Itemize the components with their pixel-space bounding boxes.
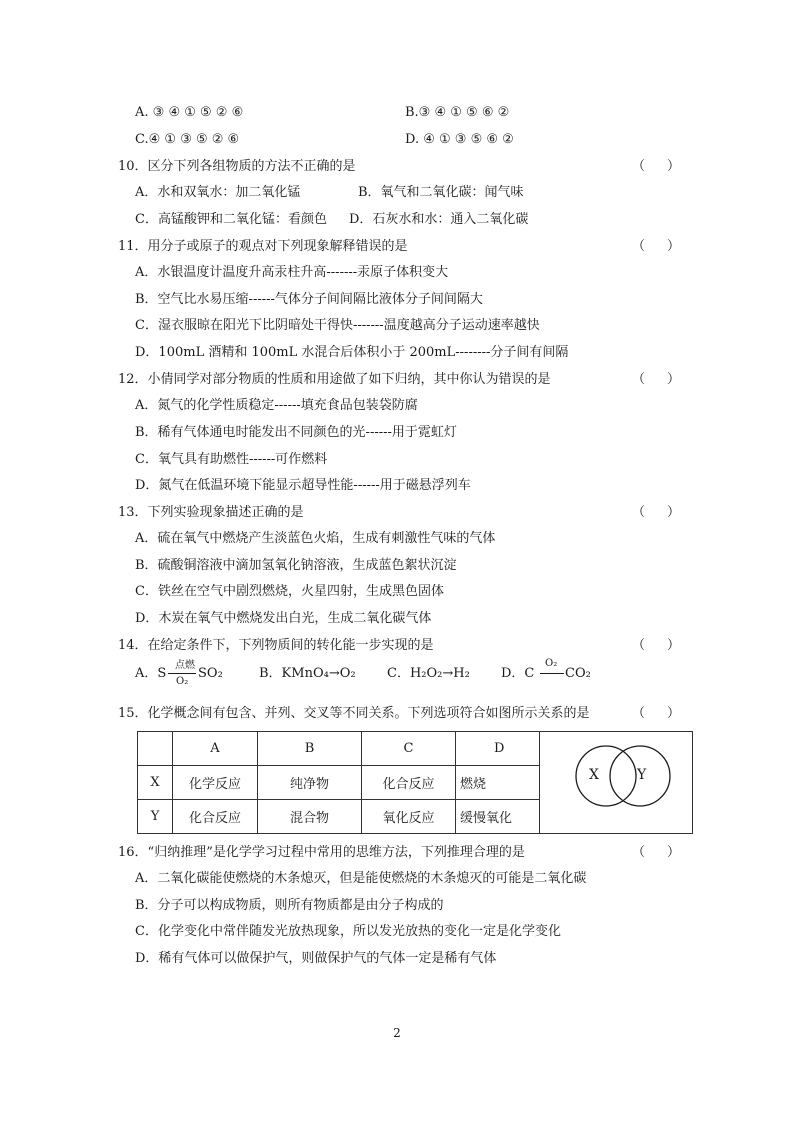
q10-stem: 10．区分下列各组物质的方法不正确的是 <box>118 159 356 174</box>
table-cell: 化学反应 <box>173 766 258 800</box>
table-cell: 化合反应 <box>362 766 456 800</box>
venn-diagram <box>571 744 675 808</box>
table-cell: Y <box>138 800 173 834</box>
q13-option-b: B．硫酸铜溶液中滴加氢氧化钠溶液，生成蓝色絮状沉淀 <box>135 558 457 573</box>
q12-stem: 12．小倩同学对部分物质的性质和用途做了如下归纳，其中你认为错误的是 <box>118 372 551 387</box>
venn-circle-x <box>576 746 636 806</box>
q9-option-a: A. ③ ④ ① ⑤ ② ⑥ <box>135 105 244 120</box>
q9-option-d: D. ④ ① ③ ⑤ ⑥ ② <box>405 132 514 147</box>
q11-option-a: A．水银温度计温度升高汞柱升高-------汞原子体积变大 <box>135 265 449 280</box>
q12-option-b: B．稀有气体通电时能发出不同颜色的光------用于霓虹灯 <box>135 425 457 440</box>
q12-option-c: C．氧气具有助燃性------可作燃料 <box>135 452 328 467</box>
table-header-cell: A <box>173 732 258 766</box>
table-header-cell: B <box>258 732 362 766</box>
q10-option-a: A．水和双氧水：加二氧化锰 <box>135 185 301 200</box>
q14-option-d-reactant: D．C <box>501 666 535 681</box>
q10-answer-paren: （ ） <box>632 159 681 174</box>
q10-option-b: B．氧气和二氧化碳：闻气味 <box>358 185 524 200</box>
q16-option-a: A．二氧化碳能使燃烧的木条熄灭，但是能使燃烧的木条熄灭的可能是二氧化碳 <box>135 871 587 886</box>
q16-option-c: C．化学变化中常伴随发光放热现象，所以发光放热的变化一定是化学变化 <box>135 924 561 939</box>
q10-option-c: C．高锰酸钾和二氧化锰：看颜色 <box>135 212 327 227</box>
q14-option-a-arrow <box>168 673 196 674</box>
q13-option-d: D．木炭在氧气中燃烧发出白光，生成二氧化碳气体 <box>135 611 432 626</box>
q14-option-c: C．H₂O₂→H₂ <box>387 666 470 681</box>
q13-option-a: A．硫在氧气中燃烧产生淡蓝色火焰，生成有刺激性气味的气体 <box>135 531 496 546</box>
q9-option-b: B.③ ④ ① ⑤ ⑥ ② <box>405 105 510 120</box>
q14-option-a-condition-below: O₂ <box>176 676 189 687</box>
venn-label-x: X <box>589 767 599 783</box>
q14-answer-paren: （ ） <box>632 638 681 653</box>
q13-option-c: C．铁丝在空气中剧烈燃烧，火星四射，生成黑色固体 <box>135 584 444 599</box>
table-cell: 化合反应 <box>173 800 258 834</box>
table-header-cell: D <box>456 732 540 766</box>
q16-answer-paren: （ ） <box>632 845 681 860</box>
q14-option-d-condition-above: O₂ <box>545 658 558 669</box>
table-header-cell <box>138 732 173 766</box>
q16-option-b: B．分子可以构成物质，则所有物质都是由分子构成的 <box>135 898 444 913</box>
q16-stem: 16．“归纳推理”是化学学习过程中常用的思维方法，下列推理合理的是 <box>118 845 525 860</box>
q14-option-d-product: CO₂ <box>565 666 591 681</box>
q15-stem: 15．化学概念间有包含、并列、交叉等不同关系。下列选项符合如图所示关系的是 <box>118 706 590 721</box>
q11-answer-paren: （ ） <box>632 239 681 254</box>
q14-option-a-product: SO₂ <box>198 666 223 681</box>
q9-option-c: C.④ ① ③ ⑤ ② ⑥ <box>135 132 240 147</box>
q12-option-a: A．氮气的化学性质稳定------填充食品包装袋防腐 <box>135 398 418 413</box>
table-cell: X <box>138 766 173 800</box>
q13-stem: 13．下列实验现象描述正确的是 <box>118 505 304 520</box>
page-number: 2 <box>393 1026 401 1040</box>
q11-option-c: C．湿衣服晾在阳光下比阴暗处干得快-------温度越高分子运动速率越快 <box>135 318 540 333</box>
table-cell: 燃烧 <box>456 766 540 800</box>
q12-option-d: D．氮气在低温环境下能显示超导性能------用于磁悬浮列车 <box>135 478 471 493</box>
venn-label-y: Y <box>637 767 647 783</box>
table-cell: 氧化反应 <box>362 800 456 834</box>
table-header-cell: C <box>362 732 456 766</box>
q11-option-d: D．100mL 酒精和 100mL 水混合后体积小于 200mL--------分子间有间隔 <box>135 345 569 360</box>
q10-option-d: D．石灰水和水：通入二氧化碳 <box>349 212 529 227</box>
q14-option-a-reactant: A．S <box>135 666 167 681</box>
table-cell: 混合物 <box>258 800 362 834</box>
q11-option-b: B．空气比水易压缩------气体分子间间隔比液体分子间间隔大 <box>135 292 483 307</box>
q14-option-d-arrow <box>540 673 564 674</box>
q11-stem: 11．用分子或原子的观点对下列现象解释错误的是 <box>118 239 408 254</box>
q13-answer-paren: （ ） <box>632 505 681 520</box>
table-cell: 纯净物 <box>258 766 362 800</box>
q14-stem: 14．在给定条件下，下列物质间的转化能一步实现的是 <box>118 638 434 653</box>
q15-answer-paren: （ ） <box>632 706 681 721</box>
q12-answer-paren: （ ） <box>632 372 681 387</box>
q16-option-d: D．稀有气体可以做保护气，则做保护气的气体一定是稀有气体 <box>135 951 497 966</box>
q14-option-b: B．KMnO₄→O₂ <box>259 666 356 681</box>
q14-option-a-condition-above: 点燃 <box>175 660 195 671</box>
table-cell: 缓慢氧化 <box>456 800 540 834</box>
